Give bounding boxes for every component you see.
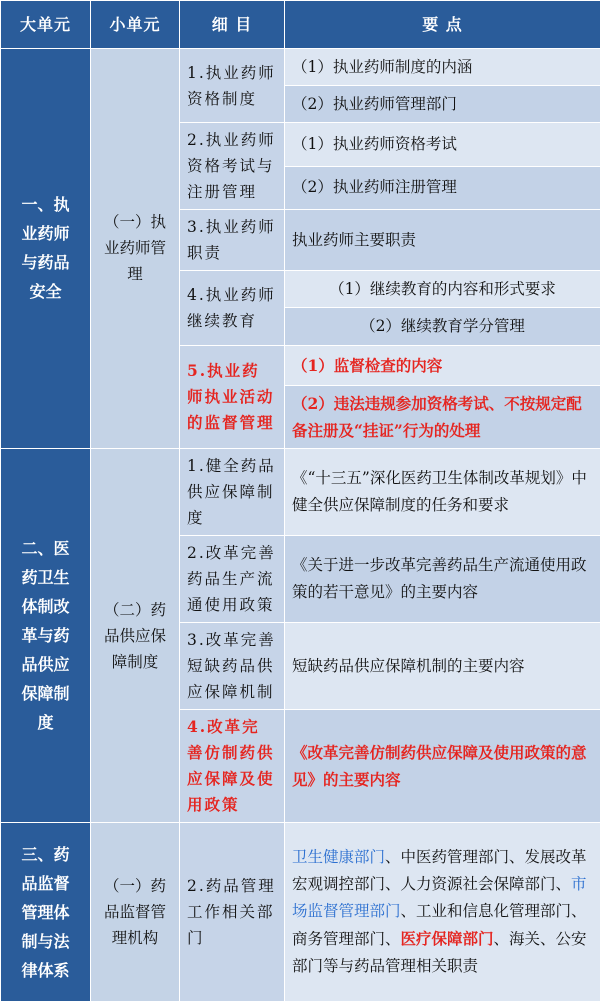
point-3-1: [285, 823, 600, 1002]
detail-2-2: 2.改革完善药品生产流通使用政策: [180, 535, 285, 622]
detail-1-4: 4.执业药师继续教育: [180, 271, 285, 345]
point-1-4-2: （2）继续教育学分管理: [285, 308, 600, 345]
table-row: [1, 448, 600, 535]
detail-2-1: 1.健全药品供应保障制度: [180, 448, 285, 535]
detail-3-1: 2.药品管理工作相关部门: [180, 823, 285, 1002]
table-row: [1, 823, 600, 1002]
subunit-3: （一）药品监督管理机构: [91, 823, 180, 1002]
subunit-2: （二）药品供应保障制度: [91, 448, 180, 823]
point-1-2-2: （2）执业药师注册管理: [285, 166, 600, 210]
point-1-3-1: 执业药师主要职责: [285, 210, 600, 271]
detail-1-2: 2.执业药师资格考试与注册管理: [180, 123, 285, 210]
point-text-c: 、海关、公安部门等与药品管理相关职责: [292, 930, 587, 976]
point-text-a: 、中医药管理部门、发展改革宏观调控部门、人力资源社会保障部门、: [292, 848, 587, 894]
point-2-1-1: 《“十三五”深化医药卫生体制改革规划》中健全供应保障制度的任务和要求: [285, 448, 600, 535]
detail-1-1: 1.执业药师资格制度: [180, 49, 285, 123]
detail-2-3: 3.改革完善短缺药品供应保障机制: [180, 623, 285, 710]
unit-3: 三、药品监督管理体制与法律体系: [1, 823, 91, 1002]
detail-1-3: 3.执业药师职责: [180, 210, 285, 271]
point-2-4-1: 《改革完善仿制药供应保障及使用政策的意见》的主要内容: [285, 710, 600, 823]
point-2-3-1: 短缺药品供应保障机制的主要内容: [285, 623, 600, 710]
detail-1-5: 5.执业药师执业活动的监督管理: [180, 345, 285, 448]
subunit-1: （一）执业药师管理: [91, 49, 180, 449]
header-detail: 细 目: [180, 1, 285, 49]
point-1-5-1: （1）监督检查的内容: [285, 345, 600, 385]
point-text-b: 、工业和信息化管理部门、商务管理部门、: [292, 902, 587, 949]
detail-2-4: 4.改革完善仿制药供应保障及使用政策: [180, 710, 285, 823]
point-1-2-1: （1）执业药师资格考试: [285, 123, 600, 167]
point-1-4-1: （1）继续教育的内容和形式要求: [285, 271, 600, 308]
unit-1: 一、执业药师与药品安全: [1, 49, 91, 449]
header-points: 要 点: [285, 1, 600, 49]
point-1-1-2: （2）执业药师管理部门: [285, 86, 600, 123]
point-1-1-1: （1）执业药师制度的内涵: [285, 49, 600, 86]
header-unit: 大单元: [1, 1, 91, 49]
header-row: [1, 1, 600, 49]
table-row: [1, 49, 600, 86]
highlight-market-dept: 市场监督管理部门: [292, 875, 587, 921]
point-2-2-1: 《关于进一步改革完善药品生产流通使用政策的若干意见》的主要内容: [285, 535, 600, 622]
highlight-health-dept: 卫生健康部门: [292, 848, 386, 867]
highlight-medical-security-dept: 医疗保障部门: [400, 929, 494, 949]
header-subunit: 小单元: [91, 1, 180, 49]
point-1-5-2: （2）违法违规参加资格考试、不按规定配备注册及“挂证”行为的处理: [285, 385, 600, 448]
unit-2: 二、医药卫生体制改革与药品供应保障制度: [1, 448, 91, 823]
